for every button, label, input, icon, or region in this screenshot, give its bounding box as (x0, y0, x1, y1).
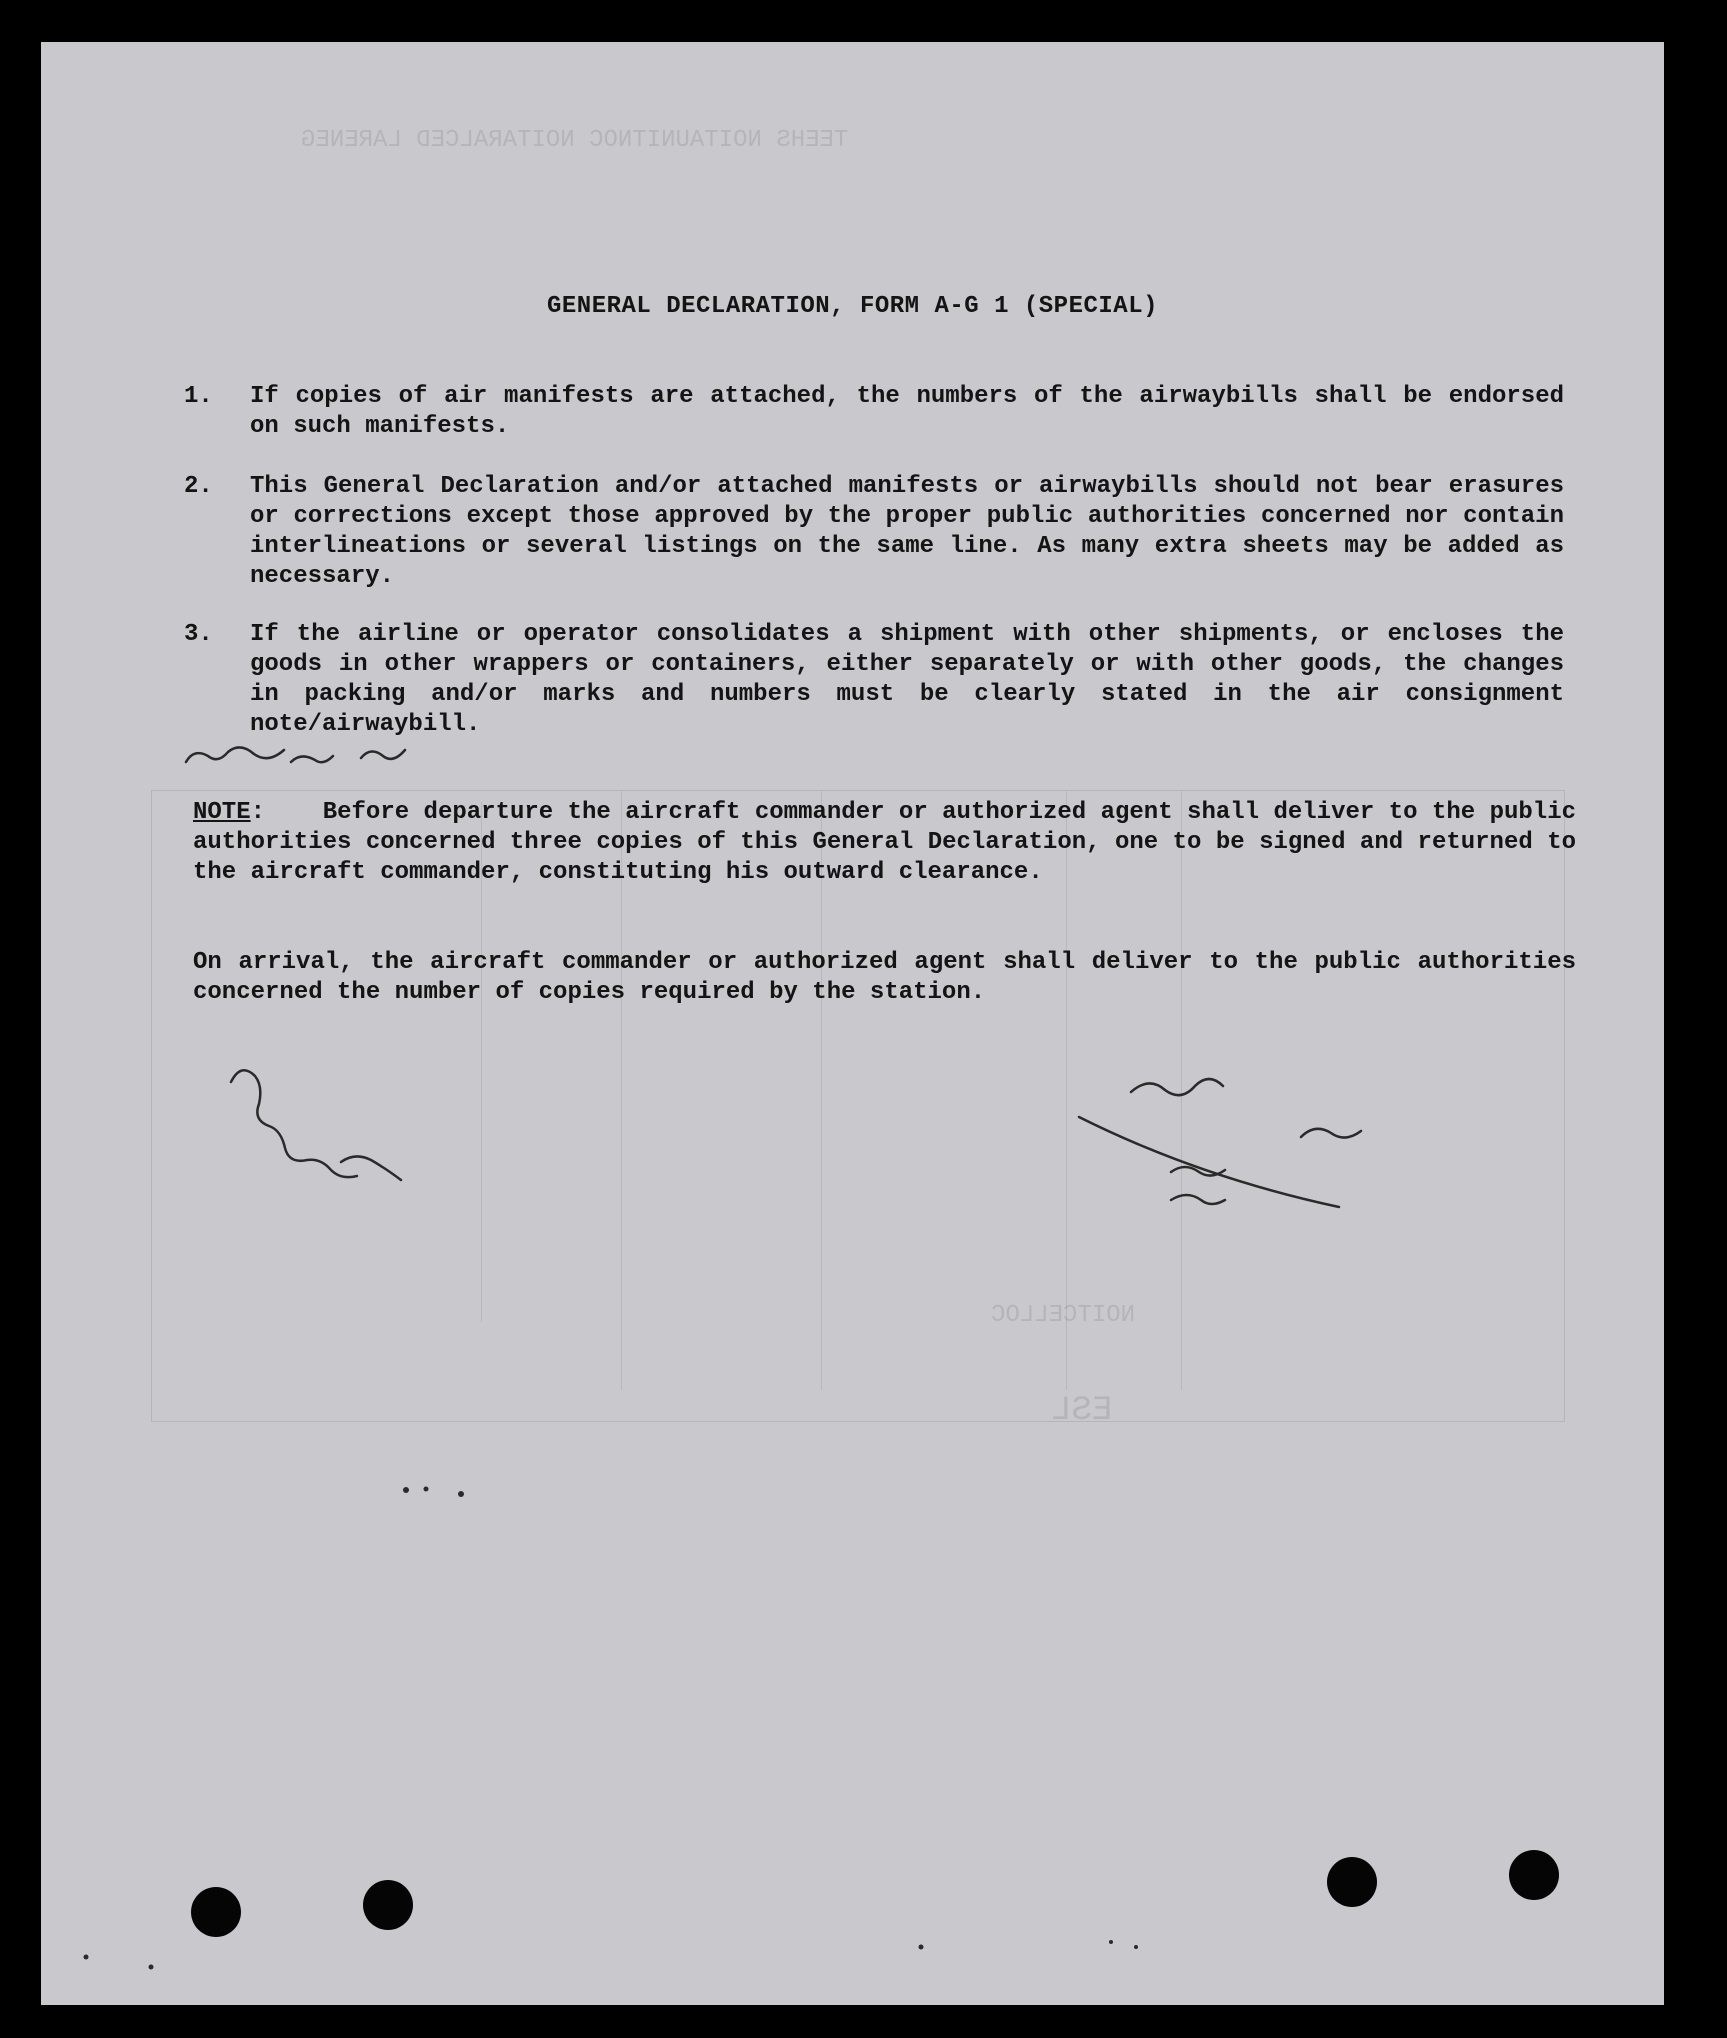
bleed-through-text: NOITCELLOC (991, 1302, 1136, 1329)
note-paragraph (193, 798, 1576, 888)
bleed-through-text: ESL (1051, 1392, 1113, 1430)
punch-hole (191, 1887, 241, 1937)
item-text: If the airline or operator consolidates a shipment with other shipments, or encloses the goods in other wrappers or containers, either separately or with other goods, the changes in packing and/or marks and numbers must be clearly stated in the air consignment note/airwaybill. (250, 621, 1564, 738)
punch-hole (1509, 1850, 1559, 1900)
item-number: 2. (184, 473, 213, 500)
item-number: 1. (184, 383, 213, 410)
note-colon: : (250, 799, 323, 826)
bleed-through-text: TEEHS NOITAUNITNOC NOITARALCED LARENEG (301, 127, 849, 154)
arrival-paragraph: On arrival, the aircraft commander or authorized agent shall deliver to the public authorities concerned the number of copies required by the station. (193, 949, 1576, 1006)
note-label: NOTE (193, 799, 251, 826)
list-item (184, 472, 1564, 592)
list-item (184, 620, 1564, 740)
item-text: This General Declaration and/or attached manifests or airwaybills should not bear erasures or corrections except those approved by the proper public authorities concerned nor contain interlineations or several listings on the same line. As many extra sheets may be added as necessary. (250, 473, 1564, 590)
punch-hole (363, 1880, 413, 1930)
page-title: GENERAL DECLARATION, FORM A-G 1 (SPECIAL) (547, 293, 1158, 320)
item-number: 3. (184, 621, 213, 648)
document-page (41, 42, 1664, 2005)
punch-hole (1327, 1857, 1377, 1907)
document-body (41, 42, 1664, 2005)
note-text: Before departure the aircraft commander or authorized agent shall deliver to the public authorities concerned three copies of this General Declaration, one to be signed and returned to the aircraft commander, constituting his outward clearance. (193, 799, 1576, 886)
item-text: If copies of air manifests are attached, the numbers of the airwaybills shall be endorsed on such manifests. (250, 383, 1564, 440)
list-item (184, 382, 1564, 442)
